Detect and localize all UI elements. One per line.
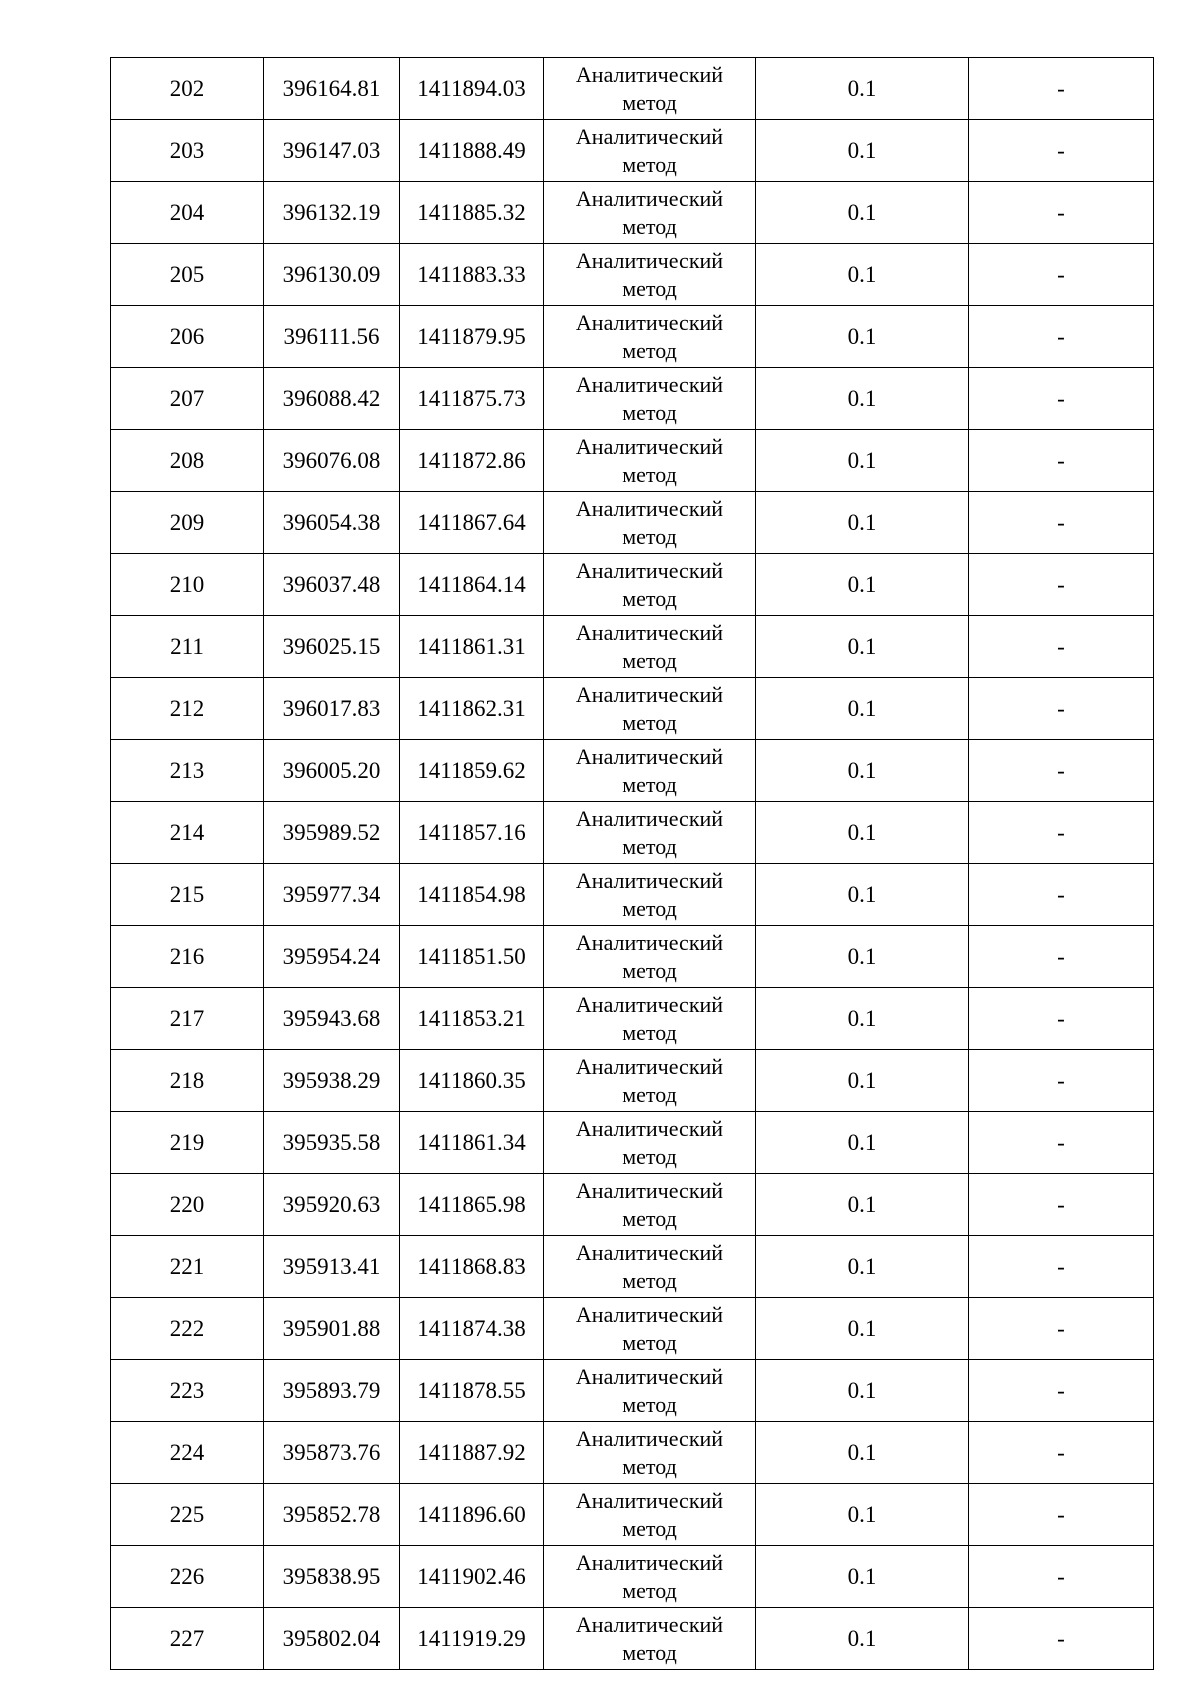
table-row bbox=[111, 988, 1154, 1050]
accuracy-cell: 0.1 bbox=[756, 1360, 969, 1422]
point-number-cell: 227 bbox=[111, 1608, 264, 1670]
method-text: метод bbox=[622, 275, 677, 301]
accuracy-cell: 0.1 bbox=[756, 926, 969, 988]
note-cell: - bbox=[969, 306, 1154, 368]
method-cell bbox=[544, 802, 756, 864]
method-text: метод bbox=[622, 895, 677, 921]
point-number-cell: 203 bbox=[111, 120, 264, 182]
note-cell: - bbox=[969, 926, 1154, 988]
note-cell: - bbox=[969, 1298, 1154, 1360]
method-text: метод bbox=[622, 709, 677, 735]
note-cell: - bbox=[969, 368, 1154, 430]
y-coordinate-cell: 1411859.62 bbox=[400, 740, 544, 802]
y-coordinate-cell: 1411854.98 bbox=[400, 864, 544, 926]
method-text: метод bbox=[622, 1205, 677, 1231]
method-text: Аналитический bbox=[575, 557, 724, 583]
point-number-cell: 224 bbox=[111, 1422, 264, 1484]
method-text: Аналитический bbox=[575, 991, 724, 1017]
table-row bbox=[111, 926, 1154, 988]
method-text: метод bbox=[622, 1081, 677, 1107]
accuracy-cell: 0.1 bbox=[756, 1112, 969, 1174]
method-cell bbox=[544, 58, 756, 120]
method-cell bbox=[544, 1236, 756, 1298]
method-text: Аналитический bbox=[575, 681, 724, 707]
method-cell bbox=[544, 368, 756, 430]
note-cell: - bbox=[969, 1546, 1154, 1608]
method-cell bbox=[544, 1298, 756, 1360]
method-text: метод bbox=[622, 151, 677, 177]
y-coordinate-cell: 1411888.49 bbox=[400, 120, 544, 182]
x-coordinate-cell: 395989.52 bbox=[264, 802, 400, 864]
accuracy-cell: 0.1 bbox=[756, 1174, 969, 1236]
accuracy-cell: 0.1 bbox=[756, 1298, 969, 1360]
method-cell bbox=[544, 1608, 756, 1670]
note-cell: - bbox=[969, 740, 1154, 802]
point-number-cell: 204 bbox=[111, 182, 264, 244]
note-cell: - bbox=[969, 492, 1154, 554]
x-coordinate-cell: 395920.63 bbox=[264, 1174, 400, 1236]
note-cell: - bbox=[969, 1484, 1154, 1546]
y-coordinate-cell: 1411851.50 bbox=[400, 926, 544, 988]
method-text: метод bbox=[622, 213, 677, 239]
accuracy-cell: 0.1 bbox=[756, 182, 969, 244]
table-row bbox=[111, 182, 1154, 244]
method-cell bbox=[544, 430, 756, 492]
method-text: Аналитический bbox=[575, 1425, 724, 1451]
point-number-cell: 225 bbox=[111, 1484, 264, 1546]
accuracy-cell: 0.1 bbox=[756, 1608, 969, 1670]
y-coordinate-cell: 1411887.92 bbox=[400, 1422, 544, 1484]
point-number-cell: 212 bbox=[111, 678, 264, 740]
method-text: метод bbox=[622, 1639, 677, 1665]
y-coordinate-cell: 1411865.98 bbox=[400, 1174, 544, 1236]
table-row bbox=[111, 1360, 1154, 1422]
accuracy-cell: 0.1 bbox=[756, 554, 969, 616]
point-number-cell: 221 bbox=[111, 1236, 264, 1298]
accuracy-cell: 0.1 bbox=[756, 802, 969, 864]
method-text: метод bbox=[622, 585, 677, 611]
method-text: Аналитический bbox=[575, 929, 724, 955]
y-coordinate-cell: 1411875.73 bbox=[400, 368, 544, 430]
table-row bbox=[111, 1298, 1154, 1360]
note-cell: - bbox=[969, 1608, 1154, 1670]
method-cell bbox=[544, 740, 756, 802]
method-text: метод bbox=[622, 1143, 677, 1169]
note-cell: - bbox=[969, 678, 1154, 740]
method-text: метод bbox=[622, 89, 677, 115]
method-text: метод bbox=[622, 1267, 677, 1293]
note-cell: - bbox=[969, 182, 1154, 244]
note-cell: - bbox=[969, 58, 1154, 120]
accuracy-cell: 0.1 bbox=[756, 740, 969, 802]
x-coordinate-cell: 395893.79 bbox=[264, 1360, 400, 1422]
y-coordinate-cell: 1411860.35 bbox=[400, 1050, 544, 1112]
note-cell: - bbox=[969, 988, 1154, 1050]
table-row bbox=[111, 678, 1154, 740]
x-coordinate-cell: 396054.38 bbox=[264, 492, 400, 554]
table-row bbox=[111, 368, 1154, 430]
method-cell bbox=[544, 616, 756, 678]
table-row bbox=[111, 1608, 1154, 1670]
point-number-cell: 207 bbox=[111, 368, 264, 430]
y-coordinate-cell: 1411919.29 bbox=[400, 1608, 544, 1670]
method-cell bbox=[544, 678, 756, 740]
method-text: Аналитический bbox=[575, 185, 724, 211]
point-number-cell: 226 bbox=[111, 1546, 264, 1608]
point-number-cell: 211 bbox=[111, 616, 264, 678]
method-text: метод bbox=[622, 461, 677, 487]
method-cell bbox=[544, 1484, 756, 1546]
table-row bbox=[111, 1422, 1154, 1484]
method-text: Аналитический bbox=[575, 1239, 724, 1265]
y-coordinate-cell: 1411864.14 bbox=[400, 554, 544, 616]
method-cell bbox=[544, 988, 756, 1050]
method-text: Аналитический bbox=[575, 495, 724, 521]
x-coordinate-cell: 395938.29 bbox=[264, 1050, 400, 1112]
accuracy-cell: 0.1 bbox=[756, 430, 969, 492]
accuracy-cell: 0.1 bbox=[756, 678, 969, 740]
table-row bbox=[111, 616, 1154, 678]
method-text: Аналитический bbox=[575, 619, 724, 645]
method-cell bbox=[544, 306, 756, 368]
method-text: Аналитический bbox=[575, 1053, 724, 1079]
y-coordinate-cell: 1411874.38 bbox=[400, 1298, 544, 1360]
y-coordinate-cell: 1411896.60 bbox=[400, 1484, 544, 1546]
x-coordinate-cell: 396164.81 bbox=[264, 58, 400, 120]
method-cell bbox=[544, 492, 756, 554]
point-number-cell: 213 bbox=[111, 740, 264, 802]
method-text: Аналитический bbox=[575, 247, 724, 273]
note-cell: - bbox=[969, 802, 1154, 864]
method-cell bbox=[544, 1174, 756, 1236]
x-coordinate-cell: 396132.19 bbox=[264, 182, 400, 244]
accuracy-cell: 0.1 bbox=[756, 1236, 969, 1298]
x-coordinate-cell: 395838.95 bbox=[264, 1546, 400, 1608]
x-coordinate-cell: 396076.08 bbox=[264, 430, 400, 492]
point-number-cell: 216 bbox=[111, 926, 264, 988]
x-coordinate-cell: 396088.42 bbox=[264, 368, 400, 430]
accuracy-cell: 0.1 bbox=[756, 1422, 969, 1484]
method-text: метод bbox=[622, 1019, 677, 1045]
x-coordinate-cell: 395943.68 bbox=[264, 988, 400, 1050]
point-number-cell: 206 bbox=[111, 306, 264, 368]
accuracy-cell: 0.1 bbox=[756, 1484, 969, 1546]
x-coordinate-cell: 396037.48 bbox=[264, 554, 400, 616]
x-coordinate-cell: 395913.41 bbox=[264, 1236, 400, 1298]
point-number-cell: 223 bbox=[111, 1360, 264, 1422]
table-row bbox=[111, 1112, 1154, 1174]
method-text: метод bbox=[622, 1453, 677, 1479]
method-text: метод bbox=[622, 1515, 677, 1541]
method-cell bbox=[544, 1112, 756, 1174]
note-cell: - bbox=[969, 1422, 1154, 1484]
table-row bbox=[111, 306, 1154, 368]
x-coordinate-cell: 396017.83 bbox=[264, 678, 400, 740]
method-text: метод bbox=[622, 1329, 677, 1355]
accuracy-cell: 0.1 bbox=[756, 120, 969, 182]
accuracy-cell: 0.1 bbox=[756, 368, 969, 430]
table-row bbox=[111, 1484, 1154, 1546]
note-cell: - bbox=[969, 554, 1154, 616]
table-row bbox=[111, 244, 1154, 306]
point-number-cell: 222 bbox=[111, 1298, 264, 1360]
y-coordinate-cell: 1411894.03 bbox=[400, 58, 544, 120]
method-text: метод bbox=[622, 399, 677, 425]
x-coordinate-cell: 395873.76 bbox=[264, 1422, 400, 1484]
note-cell: - bbox=[969, 1236, 1154, 1298]
point-number-cell: 219 bbox=[111, 1112, 264, 1174]
x-coordinate-cell: 395852.78 bbox=[264, 1484, 400, 1546]
table-row bbox=[111, 554, 1154, 616]
method-text: метод bbox=[622, 957, 677, 983]
x-coordinate-cell: 395901.88 bbox=[264, 1298, 400, 1360]
method-cell bbox=[544, 1360, 756, 1422]
point-number-cell: 215 bbox=[111, 864, 264, 926]
method-text: Аналитический bbox=[575, 1301, 724, 1327]
point-number-cell: 202 bbox=[111, 58, 264, 120]
point-number-cell: 208 bbox=[111, 430, 264, 492]
y-coordinate-cell: 1411879.95 bbox=[400, 306, 544, 368]
method-text: метод bbox=[622, 833, 677, 859]
point-number-cell: 218 bbox=[111, 1050, 264, 1112]
table-row bbox=[111, 1174, 1154, 1236]
method-text: Аналитический bbox=[575, 1611, 724, 1637]
note-cell: - bbox=[969, 120, 1154, 182]
x-coordinate-cell: 395954.24 bbox=[264, 926, 400, 988]
accuracy-cell: 0.1 bbox=[756, 616, 969, 678]
method-cell bbox=[544, 182, 756, 244]
note-cell: - bbox=[969, 1050, 1154, 1112]
point-number-cell: 220 bbox=[111, 1174, 264, 1236]
note-cell: - bbox=[969, 1112, 1154, 1174]
table-row bbox=[111, 802, 1154, 864]
y-coordinate-cell: 1411857.16 bbox=[400, 802, 544, 864]
y-coordinate-cell: 1411861.34 bbox=[400, 1112, 544, 1174]
note-cell: - bbox=[969, 430, 1154, 492]
y-coordinate-cell: 1411883.33 bbox=[400, 244, 544, 306]
method-text: Аналитический bbox=[575, 1115, 724, 1141]
y-coordinate-cell: 1411878.55 bbox=[400, 1360, 544, 1422]
method-text: Аналитический bbox=[575, 1487, 724, 1513]
method-cell bbox=[544, 864, 756, 926]
accuracy-cell: 0.1 bbox=[756, 244, 969, 306]
x-coordinate-cell: 395935.58 bbox=[264, 1112, 400, 1174]
accuracy-cell: 0.1 bbox=[756, 306, 969, 368]
point-number-cell: 214 bbox=[111, 802, 264, 864]
method-text: Аналитический bbox=[575, 743, 724, 769]
table-row bbox=[111, 58, 1154, 120]
y-coordinate-cell: 1411885.32 bbox=[400, 182, 544, 244]
point-number-cell: 217 bbox=[111, 988, 264, 1050]
point-number-cell: 205 bbox=[111, 244, 264, 306]
note-cell: - bbox=[969, 244, 1154, 306]
coordinates-table-body bbox=[111, 58, 1154, 1670]
x-coordinate-cell: 396130.09 bbox=[264, 244, 400, 306]
method-text: Аналитический bbox=[575, 1549, 724, 1575]
table-row bbox=[111, 740, 1154, 802]
accuracy-cell: 0.1 bbox=[756, 1050, 969, 1112]
method-text: Аналитический bbox=[575, 1363, 724, 1389]
point-number-cell: 210 bbox=[111, 554, 264, 616]
table-row bbox=[111, 1236, 1154, 1298]
method-text: Аналитический bbox=[575, 309, 724, 335]
method-cell bbox=[544, 120, 756, 182]
method-cell bbox=[544, 1050, 756, 1112]
point-number-cell: 209 bbox=[111, 492, 264, 554]
method-text: Аналитический bbox=[575, 433, 724, 459]
method-text: Аналитический bbox=[575, 371, 724, 397]
table-row bbox=[111, 430, 1154, 492]
table-row bbox=[111, 492, 1154, 554]
method-text: метод bbox=[622, 523, 677, 549]
y-coordinate-cell: 1411861.31 bbox=[400, 616, 544, 678]
method-text: Аналитический bbox=[575, 123, 724, 149]
note-cell: - bbox=[969, 616, 1154, 678]
accuracy-cell: 0.1 bbox=[756, 864, 969, 926]
x-coordinate-cell: 396025.15 bbox=[264, 616, 400, 678]
method-cell bbox=[544, 1546, 756, 1608]
table-row bbox=[111, 120, 1154, 182]
note-cell: - bbox=[969, 1360, 1154, 1422]
x-coordinate-cell: 396147.03 bbox=[264, 120, 400, 182]
y-coordinate-cell: 1411867.64 bbox=[400, 492, 544, 554]
method-cell bbox=[544, 926, 756, 988]
method-cell bbox=[544, 244, 756, 306]
method-text: метод bbox=[622, 337, 677, 363]
method-text: Аналитический bbox=[575, 61, 724, 87]
note-cell: - bbox=[969, 864, 1154, 926]
table-row bbox=[111, 1050, 1154, 1112]
note-cell: - bbox=[969, 1174, 1154, 1236]
y-coordinate-cell: 1411862.31 bbox=[400, 678, 544, 740]
accuracy-cell: 0.1 bbox=[756, 1546, 969, 1608]
coordinates-table bbox=[110, 57, 1154, 1670]
y-coordinate-cell: 1411868.83 bbox=[400, 1236, 544, 1298]
method-text: Аналитический bbox=[575, 867, 724, 893]
table-row bbox=[111, 864, 1154, 926]
x-coordinate-cell: 396111.56 bbox=[264, 306, 400, 368]
x-coordinate-cell: 396005.20 bbox=[264, 740, 400, 802]
method-cell bbox=[544, 1422, 756, 1484]
method-cell bbox=[544, 554, 756, 616]
y-coordinate-cell: 1411902.46 bbox=[400, 1546, 544, 1608]
table-row bbox=[111, 1546, 1154, 1608]
method-text: метод bbox=[622, 1391, 677, 1417]
y-coordinate-cell: 1411853.21 bbox=[400, 988, 544, 1050]
method-text: метод bbox=[622, 647, 677, 673]
method-text: Аналитический bbox=[575, 805, 724, 831]
method-text: Аналитический bbox=[575, 1177, 724, 1203]
accuracy-cell: 0.1 bbox=[756, 58, 969, 120]
y-coordinate-cell: 1411872.86 bbox=[400, 430, 544, 492]
accuracy-cell: 0.1 bbox=[756, 988, 969, 1050]
x-coordinate-cell: 395977.34 bbox=[264, 864, 400, 926]
x-coordinate-cell: 395802.04 bbox=[264, 1608, 400, 1670]
method-text: метод bbox=[622, 1577, 677, 1603]
accuracy-cell: 0.1 bbox=[756, 492, 969, 554]
method-text: метод bbox=[622, 771, 677, 797]
